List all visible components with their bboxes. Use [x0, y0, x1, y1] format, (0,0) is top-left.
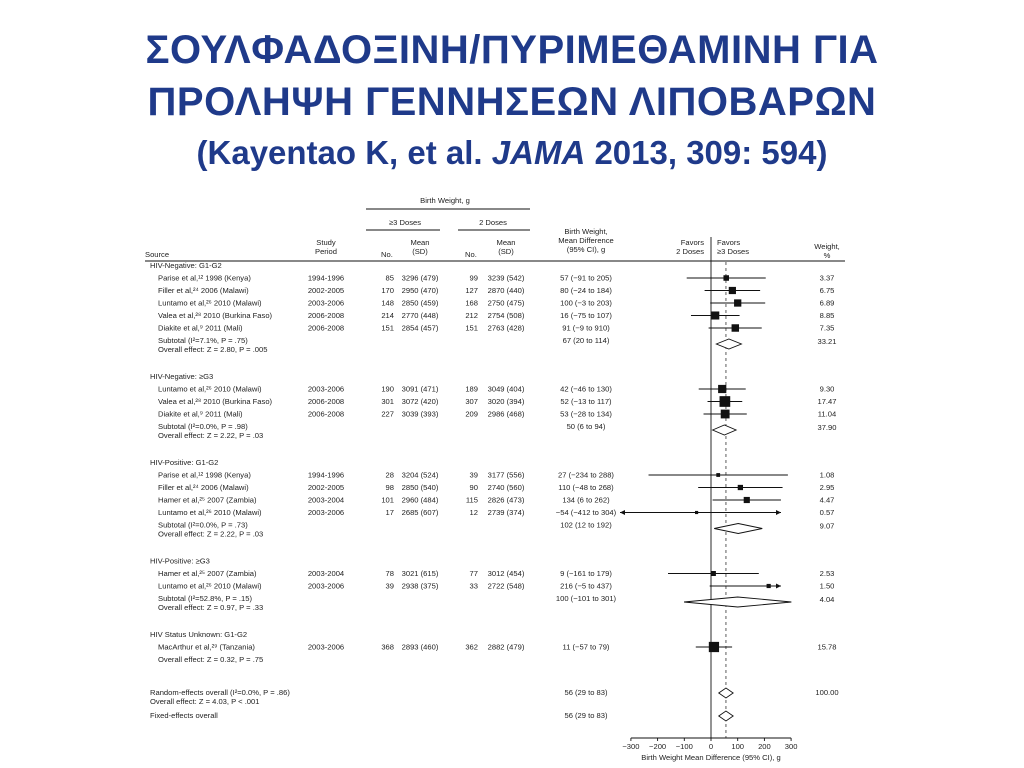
study-period-header: Study — [316, 238, 336, 247]
study-period: 2003-2004 — [307, 495, 345, 505]
study-weight: 15.78 — [817, 642, 837, 652]
x-tick-label: 0 — [708, 742, 714, 751]
study-mean3: 2850 (540) — [401, 483, 439, 492]
study-point — [721, 410, 730, 419]
subtotal-diamond — [716, 339, 741, 349]
study-source: Filler et al,²⁴ 2006 (Malawi) — [158, 483, 249, 492]
md-header: Birth Weight, — [564, 227, 608, 236]
x-tick-label: −200 — [649, 742, 667, 751]
study-n2: 77 — [469, 569, 478, 578]
subtotal-ci: 100 (−101 to 301) — [555, 594, 617, 603]
study-point — [711, 311, 719, 319]
study-point — [720, 396, 731, 407]
weight-header: Weight, — [814, 242, 840, 251]
group-label: HIV-Negative: ≥G3 — [150, 372, 214, 381]
study-n2: 209 — [465, 409, 478, 419]
subtotal-ci: 50 (6 to 94) — [566, 422, 606, 431]
random-effects-label: Random-effects overall (I²=0.0%, P = .86) — [150, 688, 290, 697]
study-n3: 227 — [381, 409, 394, 419]
study-n3: 101 — [381, 495, 394, 505]
study-mean2: 2986 (468) — [487, 409, 525, 419]
study-mean3: 3296 (479) — [401, 273, 439, 283]
study-source: Luntamo et al,²⁶ 2010 (Malawi) — [158, 384, 262, 394]
study-n3: 78 — [385, 569, 394, 578]
study-source: Hamer et al,²⁵ 2007 (Zambia) — [158, 569, 257, 578]
no-header-2: No. — [465, 250, 477, 259]
overall-effect-label: Overall effect: Z = 0.32, P = .75 — [158, 655, 264, 664]
study-n3: 85 — [385, 273, 394, 283]
fixed-effects-diamond — [719, 711, 733, 721]
overall-effect-label: Overall effect: Z = 2.22, P = .03 — [158, 431, 264, 440]
study-weight: 6.89 — [819, 298, 835, 308]
subtotal-label: Subtotal (I²=7.1%, P = .75) — [158, 336, 248, 345]
study-weight: 7.35 — [819, 323, 835, 333]
study-period: 1994-1996 — [307, 273, 345, 283]
favors3-header: Favors — [717, 238, 741, 247]
citation-authors: (Kayentao K, et al. — [196, 134, 492, 171]
subtotal-weight: 4.04 — [819, 595, 835, 604]
study-period: 2003-2006 — [307, 581, 345, 591]
study-n3: 151 — [381, 323, 394, 333]
study-ci: 134 (6 to 262) — [562, 495, 610, 505]
study-n2: 151 — [465, 323, 478, 333]
study-point — [732, 324, 739, 331]
study-period: 2003-2006 — [307, 384, 345, 394]
study-n2: 127 — [465, 286, 478, 295]
study-point — [723, 275, 729, 281]
study-mean2: 2750 (475) — [487, 298, 525, 308]
study-weight: 1.50 — [819, 581, 835, 591]
subtotal-ci: 67 (20 to 114) — [562, 336, 610, 345]
study-weight: 0.57 — [819, 508, 835, 517]
study-weight: 2.53 — [819, 569, 835, 578]
x-axis-label: Birth Weight Mean Difference (95% CI), g — [641, 753, 781, 762]
doses3-header: ≥3 Doses — [388, 218, 422, 227]
study-n2: 362 — [465, 642, 478, 652]
study-n3: 98 — [385, 483, 394, 492]
study-mean2: 2870 (440) — [487, 286, 525, 295]
mean-header-3: Mean — [410, 238, 430, 247]
study-point — [738, 485, 743, 490]
fixed-effects-ci: 56 (29 to 83) — [564, 711, 608, 720]
study-mean2: 2722 (548) — [487, 581, 525, 591]
subtotal-label: Subtotal (I²=0.0%, P = .98) — [158, 422, 248, 431]
study-n3: 301 — [381, 397, 394, 406]
x-tick-label: −100 — [675, 742, 693, 751]
favors2-header: 2 Doses — [676, 247, 704, 256]
favors3-header: ≥3 Doses — [717, 247, 750, 256]
study-n2: 39 — [469, 470, 478, 480]
mean-header-2: Mean — [496, 238, 516, 247]
study-source: Filler et al,²⁴ 2006 (Malawi) — [158, 286, 249, 295]
random-effects-diamond — [719, 688, 733, 698]
study-period: 1994-1996 — [307, 470, 345, 480]
study-n3: 148 — [381, 298, 394, 308]
overall-effect-label: Overall effect: Z = 0.97, P = .33 — [158, 603, 264, 612]
study-mean2: 2740 (560) — [487, 483, 525, 492]
study-mean3: 2854 (457) — [401, 323, 439, 333]
study-n3: 214 — [381, 311, 394, 320]
study-mean2: 3049 (404) — [487, 384, 525, 394]
study-ci: 216 (−5 to 437) — [560, 581, 612, 591]
weight-header: % — [823, 251, 831, 260]
study-weight: 4.47 — [819, 495, 835, 505]
title-line-1: ΣΟΥΛΦΑΔΟΞΙΝΗ/ΠΥΡΙΜΕΘΑΜΙΝΗ ΓΙΑ — [145, 28, 879, 72]
study-n3: 190 — [381, 384, 394, 394]
study-point — [767, 584, 771, 588]
study-n2: 99 — [469, 273, 478, 283]
study-ci: 9 (−161 to 179) — [560, 569, 612, 578]
citation-details: 2013, 309: 594) — [585, 134, 828, 171]
study-mean3: 3204 (524) — [401, 470, 439, 480]
study-mean3: 3091 (471) — [401, 384, 439, 394]
study-mean2: 3239 (542) — [487, 273, 525, 283]
group-label: HIV-Negative: G1-G2 — [150, 261, 222, 270]
study-source: Parise et al,¹² 1998 (Kenya) — [158, 273, 251, 283]
study-mean2: 3012 (454) — [487, 569, 525, 578]
study-ci: 53 (−28 to 134) — [560, 409, 612, 419]
study-mean3: 3021 (615) — [401, 569, 439, 578]
study-point — [709, 642, 719, 652]
study-n2: 307 — [465, 397, 478, 406]
study-period: 2002-2005 — [307, 483, 345, 492]
study-mean3: 2938 (375) — [401, 581, 439, 591]
study-period: 2002-2005 — [307, 286, 345, 295]
study-weight: 3.37 — [819, 273, 835, 283]
x-tick-label: −300 — [622, 742, 640, 751]
study-source: Luntamo et al,²⁶ 2010 (Malawi) — [158, 298, 262, 308]
doses2-header: 2 Doses — [479, 218, 507, 227]
study-weight: 6.75 — [819, 286, 835, 295]
study-mean2: 2754 (508) — [487, 311, 525, 320]
study-n2: 115 — [465, 495, 478, 505]
study-mean3: 2770 (448) — [401, 311, 439, 320]
study-source: Parise et al,¹² 1998 (Kenya) — [158, 470, 251, 480]
subtotal-diamond — [713, 425, 736, 435]
study-mean2: 2739 (374) — [487, 508, 525, 517]
x-tick-label: 200 — [758, 742, 771, 751]
study-n3: 17 — [385, 508, 394, 517]
study-mean3: 3039 (393) — [401, 409, 439, 419]
study-weight: 8.85 — [819, 311, 835, 320]
study-weight: 11.04 — [817, 409, 837, 419]
subtotal-label: Subtotal (I²=0.0%, P = .73) — [158, 520, 248, 530]
subtotal-weight: 9.07 — [819, 521, 835, 531]
study-ci: 27 (−234 to 288) — [558, 470, 614, 480]
study-mean3: 2960 (484) — [401, 495, 439, 505]
study-n2: 212 — [465, 311, 478, 320]
study-n2: 12 — [469, 508, 478, 517]
group-label: HIV Status Unknown: G1-G2 — [150, 630, 248, 639]
random-effects-weight: 100.00 — [815, 688, 839, 697]
study-n2: 33 — [469, 581, 478, 591]
study-ci-line-arrow — [776, 510, 781, 515]
study-weight: 2.95 — [819, 483, 835, 492]
random-effects-overall: Overall effect: Z = 4.03, P < .001 — [150, 697, 260, 706]
study-weight: 9.30 — [819, 384, 835, 394]
study-n2: 189 — [465, 384, 478, 394]
study-mean3: 2850 (459) — [401, 298, 439, 308]
group-label: HIV-Positive: G1-G2 — [150, 458, 219, 467]
study-mean3: 2893 (460) — [401, 642, 439, 652]
study-weight: 1.08 — [819, 470, 835, 480]
study-point — [734, 299, 741, 306]
study-mean2: 2826 (473) — [487, 495, 525, 505]
study-mean2: 3020 (394) — [487, 397, 525, 406]
study-n3: 28 — [385, 470, 394, 480]
study-mean2: 3177 (556) — [487, 470, 525, 480]
x-tick-label: 100 — [731, 742, 745, 751]
birth-weight-header: Birth Weight, g — [420, 196, 470, 205]
study-source: Hamer et al,²⁵ 2007 (Zambia) — [158, 495, 257, 505]
study-ci: −54 (−412 to 304) — [555, 508, 617, 517]
title-line-2: ΠΡΟΛΗΨΗ ΓΕΝΝΗΣΕΩΝ ΛΙΠΟΒΑΡΩΝ — [147, 80, 877, 124]
subtotal-diamond — [684, 597, 791, 607]
study-mean2: 2763 (428) — [487, 323, 525, 333]
study-ci: 80 (−24 to 184) — [560, 286, 612, 295]
study-source: Luntamo et al,²⁶ 2010 (Malawi) — [158, 508, 262, 517]
study-period: 2003-2004 — [307, 569, 345, 578]
study-mean3: 2685 (607) — [401, 508, 439, 517]
study-point — [744, 497, 750, 503]
subtotal-ci: 102 (12 to 192) — [560, 520, 612, 530]
study-n3: 368 — [381, 642, 394, 652]
study-source: Diakite et al,⁹ 2011 (Mali) — [158, 323, 243, 333]
citation-journal: JAMA — [491, 134, 586, 171]
study-ci: 57 (−91 to 205) — [560, 273, 612, 283]
study-ci: 42 (−46 to 130) — [560, 384, 612, 394]
study-ci-line-arrow — [776, 584, 781, 589]
no-header-3: No. — [381, 250, 393, 259]
study-point — [718, 385, 726, 393]
study-ci: 52 (−13 to 117) — [560, 397, 612, 406]
study-period: 2006-2008 — [307, 409, 345, 419]
study-weight: 17.47 — [817, 397, 837, 406]
study-n2: 168 — [465, 298, 478, 308]
md-header: (95% CI), g — [566, 245, 606, 254]
overall-effect-label: Overall effect: Z = 2.22, P = .03 — [158, 529, 264, 539]
study-source: Valea et al,²⁸ 2010 (Burkina Faso) — [158, 311, 273, 320]
study-point — [716, 473, 720, 477]
study-source: Diakite et al,⁹ 2011 (Mali) — [158, 409, 243, 419]
study-period: 2003-2006 — [307, 298, 345, 308]
subtotal-weight: 33.21 — [817, 337, 837, 346]
study-mean3: 3072 (420) — [401, 397, 439, 406]
study-source: Luntamo et al,²⁶ 2010 (Malawi) — [158, 581, 262, 591]
study-n3: 39 — [385, 581, 394, 591]
study-period-header: Period — [315, 247, 337, 256]
mean-header-3: (SD) — [412, 247, 428, 256]
favors2-header: Favors — [680, 238, 704, 247]
study-source: Valea et al,²⁸ 2010 (Burkina Faso) — [158, 397, 273, 406]
source-header: Source — [145, 250, 170, 259]
study-period: 2006-2008 — [307, 323, 345, 333]
study-ci: 91 (−9 to 910) — [562, 323, 610, 333]
study-period: 2006-2008 — [307, 311, 345, 320]
study-point — [711, 571, 716, 576]
study-period: 2006-2008 — [307, 397, 345, 406]
md-header: Mean Difference — [558, 236, 614, 245]
random-effects-ci: 56 (29 to 83) — [564, 688, 608, 697]
subtotal-weight: 37.90 — [817, 423, 837, 432]
mean-header-2: (SD) — [498, 247, 514, 256]
subtotal-label: Subtotal (I²=52.8%, P = .15) — [158, 594, 252, 603]
study-ci: 16 (−75 to 107) — [560, 311, 612, 320]
study-n3: 170 — [381, 286, 394, 295]
study-ci: 110 (−48 to 268) — [558, 483, 614, 492]
subtotal-diamond — [714, 524, 762, 534]
study-ci: 11 (−57 to 79) — [562, 642, 610, 652]
study-period: 2003-2006 — [307, 642, 345, 652]
x-tick-label: 300 — [784, 742, 798, 751]
group-label: HIV-Positive: ≥G3 — [150, 556, 210, 566]
study-mean2: 2882 (479) — [487, 642, 525, 652]
study-ci: 100 (−3 to 203) — [560, 298, 612, 308]
overall-effect-label: Overall effect: Z = 2.80, P = .005 — [158, 345, 268, 354]
study-mean3: 2950 (470) — [401, 286, 439, 295]
study-point — [729, 287, 736, 294]
study-point — [695, 511, 698, 514]
study-period: 2003-2006 — [307, 508, 345, 517]
study-n2: 90 — [469, 483, 478, 492]
fixed-effects-label: Fixed-effects overall — [150, 711, 218, 720]
study-ci-line-arrow — [620, 510, 625, 515]
study-source: MacArthur et al,²⁹ (Tanzania) — [158, 642, 255, 652]
